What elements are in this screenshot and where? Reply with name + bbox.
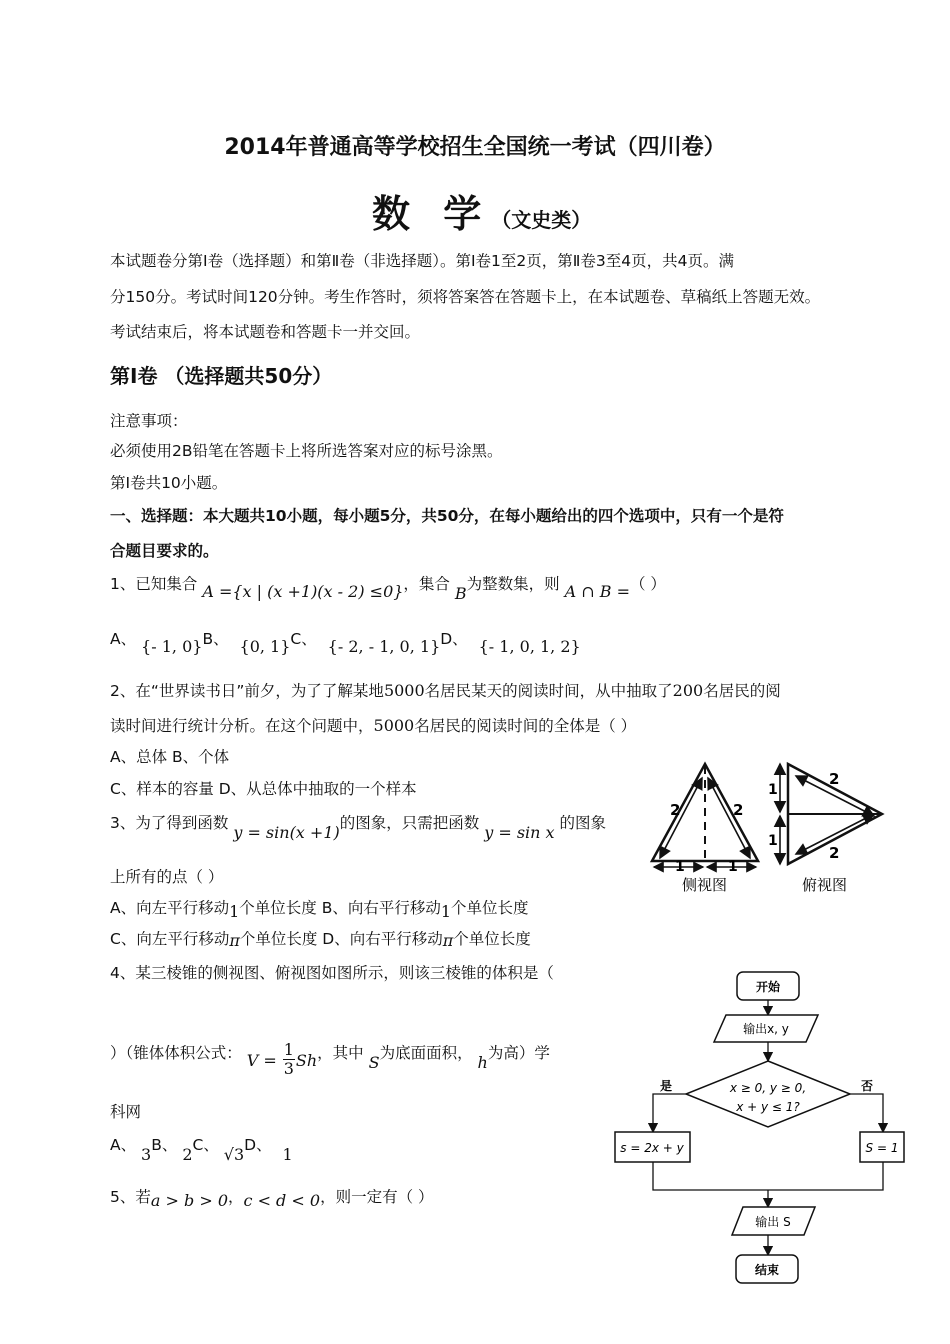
flow-condition-line-1: x ≥ 0, y ≥ 0, <box>729 1081 807 1095</box>
flowchart-figure <box>610 965 910 1290</box>
q4-line-2 <box>110 1035 550 1078</box>
q5-mid: ， <box>228 1188 244 1206</box>
side-view-base-left-label: 1 <box>675 859 685 875</box>
side-view-left-dimension <box>660 778 702 858</box>
flow-merge-line <box>653 1162 883 1190</box>
pyramid-views-figure <box>630 750 900 900</box>
q5-cond-1: a > b > 0 <box>150 1191 228 1210</box>
q4-options <box>110 1134 293 1164</box>
q4-var-h: h <box>477 1053 488 1072</box>
q4-opt-a: 3 <box>141 1145 152 1164</box>
q2-text-a: 2、在“世界读书日”前夕，为了了解某地 <box>110 682 384 700</box>
q3-prefix: 3、为了得到函数 <box>110 814 229 832</box>
q2-text-c: 名居民的阅 <box>703 682 781 700</box>
q5-cond-2: c < d < 0 <box>243 1191 321 1210</box>
q3-line-2: 上所有的点（ ） <box>110 868 224 886</box>
flow-yes-branch <box>653 1094 686 1132</box>
part1-heading: 第Ⅰ卷 （选择题共50分） <box>110 364 333 388</box>
q1-opt-b-label: B、 <box>202 630 229 648</box>
q1-opt-d: {- 1, 0, 1, 2} <box>478 637 581 656</box>
q2-line-1 <box>110 680 781 702</box>
intro-line-1: 本试题卷分第Ⅰ卷（选择题）和第Ⅱ卷（非选择题）。第Ⅰ卷1至2页，第Ⅱ卷3至4页，共4页。满 <box>110 252 734 270</box>
q3-opt-a-value: 1 <box>229 902 240 921</box>
q4-opt-c: √3 <box>223 1145 245 1164</box>
flow-condition-line-2: x + y ≤ 1? <box>736 1100 800 1114</box>
q4-opt-d-label: D、 <box>244 1136 272 1154</box>
subject-heading <box>372 183 591 238</box>
subject-note: （文史类） <box>491 208 592 232</box>
subject-name: 数 学 <box>372 191 492 236</box>
intro-line-2: 分150分。考试时间120分钟。考生作答时，须将答案答在答题卡上，在本试题卷、草稿纸上答题无效。 <box>110 288 821 306</box>
question-5 <box>110 1186 434 1208</box>
q1-opt-b: {0, 1} <box>239 637 291 656</box>
q5-prefix: 5、若 <box>110 1188 151 1206</box>
q4-opt-b-label: B、 <box>151 1136 178 1154</box>
q4-formula-rhs: Sh <box>295 1051 318 1070</box>
q4-formula-lhs: V = <box>246 1051 277 1070</box>
q2-options-cd: C、样本的容量 D、从总体中抽取的一个样本 <box>110 780 417 798</box>
q1-opt-a-label: A、 <box>110 630 137 648</box>
q4-formula-fraction <box>283 1041 295 1078</box>
q4-frac-num: 1 <box>283 1040 294 1059</box>
side-view-base-right-label: 1 <box>728 859 738 875</box>
instruction-line-2: 合题目要求的。 <box>110 542 219 560</box>
q2-num-population: 5000 <box>383 681 425 700</box>
q1-expr: A ∩ B = <box>564 582 630 601</box>
side-view-edge-left-label: 2 <box>670 801 681 819</box>
q3-func-2: y = sin x <box>484 823 555 842</box>
q1-opt-d-label: D、 <box>440 630 468 648</box>
q4-text-d: 为高）学 <box>487 1044 550 1062</box>
q3-options-ab <box>110 897 529 919</box>
q3-opt-b-unit: 个单位长度 <box>451 899 529 917</box>
side-view <box>652 764 758 894</box>
q3-opt-d-unit: 个单位长度 <box>453 930 531 948</box>
q1-opt-c: {- 2, - 1, 0, 1} <box>327 637 441 656</box>
side-view-edge-right-label: 2 <box>733 801 744 819</box>
flow-end-label: 结束 <box>754 1263 780 1277</box>
question-1 <box>110 573 666 603</box>
top-view-caption: 俯视图 <box>802 876 848 894</box>
q4-text-c: 为底面面积， <box>379 1044 473 1062</box>
q2-num-sample: 200 <box>672 681 704 700</box>
q4-opt-a-label: A、 <box>110 1136 137 1154</box>
q1-set-b: B <box>454 584 467 603</box>
q3-opt-a: A、向左平行移动 <box>110 899 230 917</box>
q3-opt-d-value: π <box>442 931 454 950</box>
top-view <box>768 764 882 894</box>
q4-opt-d: 1 <box>282 1145 293 1164</box>
q5-suffix: ，则一定有（ ） <box>320 1188 434 1206</box>
q1-options <box>110 628 581 656</box>
q4-opt-c-label: C、 <box>192 1136 219 1154</box>
q3-opt-c-value: π <box>229 931 240 950</box>
q1-prefix: 1、已知集合 <box>110 575 198 593</box>
q1-paren: （ ） <box>629 575 666 593</box>
q3-func-1: y = sin(x +1) <box>233 823 340 842</box>
flow-input-label: 输出x, y <box>743 1022 789 1036</box>
q3-suffix: 的图象 <box>559 814 607 832</box>
flow-no-label: 否 <box>861 1079 874 1093</box>
notice-item-1: 必须使用2B铅笔在答题卡上将所选答案对应的标号涂黑。 <box>110 442 503 460</box>
q4-text-a: ）（锥体体积公式： <box>110 1044 242 1062</box>
q2-line-2 <box>110 715 636 737</box>
q1-set-a: A ={x | (x +1)(x - 2) ≤0} <box>202 582 404 601</box>
q3-opt-a-unit: 个单位长度 B、向右平行移动 <box>239 899 441 917</box>
q4-var-s: S <box>368 1053 380 1072</box>
flow-output-label: 输出 S <box>755 1215 791 1229</box>
q3-opt-b-value: 1 <box>440 902 452 921</box>
q2-text-b: 名居民某天的阅读时间，从中抽取了 <box>424 682 673 700</box>
top-view-diag-lower-label: 2 <box>829 844 840 862</box>
q2-text-e: 名居民的阅读时间的全体是（ ） <box>414 717 637 735</box>
flow-yes-label: 是 <box>660 1079 673 1093</box>
q1-opt-c-label: C、 <box>290 630 317 648</box>
top-view-lower-label: 1 <box>768 833 778 849</box>
q3-line-1 <box>110 812 607 842</box>
q3-mid: 的图象，只需把函数 <box>339 814 480 832</box>
exam-title: 2014年普通高等学校招生全国统一考试（四川卷） <box>224 135 726 160</box>
side-view-right-dimension <box>708 778 750 858</box>
q2-num-total: 5000 <box>373 716 415 735</box>
q4-opt-b: 2 <box>182 1145 193 1164</box>
q1-opt-a: {- 1, 0} <box>141 637 203 656</box>
q3-opt-c: C、向左平行移动 <box>110 930 230 948</box>
q2-options-ab: A、总体 B、个体 <box>110 748 230 766</box>
flow-start-label: 开始 <box>755 980 781 994</box>
flow-assign-no-label: S = 1 <box>865 1141 899 1155</box>
q4-line-3: 科网 <box>110 1103 142 1121</box>
q4-text-b: ，其中 <box>317 1044 364 1062</box>
q4-frac-den: 3 <box>283 1059 294 1078</box>
q1-mid2: 为整数集，则 <box>466 575 560 593</box>
top-view-diag-upper-label: 2 <box>829 770 840 788</box>
top-view-upper-label: 1 <box>768 782 778 798</box>
instruction-line-1: 一、选择题：本大题共10小题，每小题5分，共50分，在每小题给出的四个选项中，只有一个是符 <box>110 507 784 525</box>
side-view-caption: 侧视图 <box>682 876 728 894</box>
notice-title: 注意事项： <box>110 412 188 430</box>
q2-text-d: 读时间进行统计分析。在这个问题中， <box>110 717 374 735</box>
flow-no-branch <box>850 1094 883 1132</box>
q3-opt-c-unit: 个单位长度 D、向右平行移动 <box>239 930 443 948</box>
q4-line-1: 4、某三棱锥的侧视图、俯视图如图所示，则该三棱锥的体积是（ <box>110 964 554 982</box>
intro-line-3: 考试结束后，将本试题卷和答题卡一并交回。 <box>110 323 421 341</box>
flow-assign-yes-label: s = 2x + y <box>620 1141 684 1155</box>
q1-mid: ，集合 <box>403 575 450 593</box>
q3-options-cd <box>110 928 531 950</box>
notice-item-2: 第Ⅰ卷共10小题。 <box>110 474 228 492</box>
